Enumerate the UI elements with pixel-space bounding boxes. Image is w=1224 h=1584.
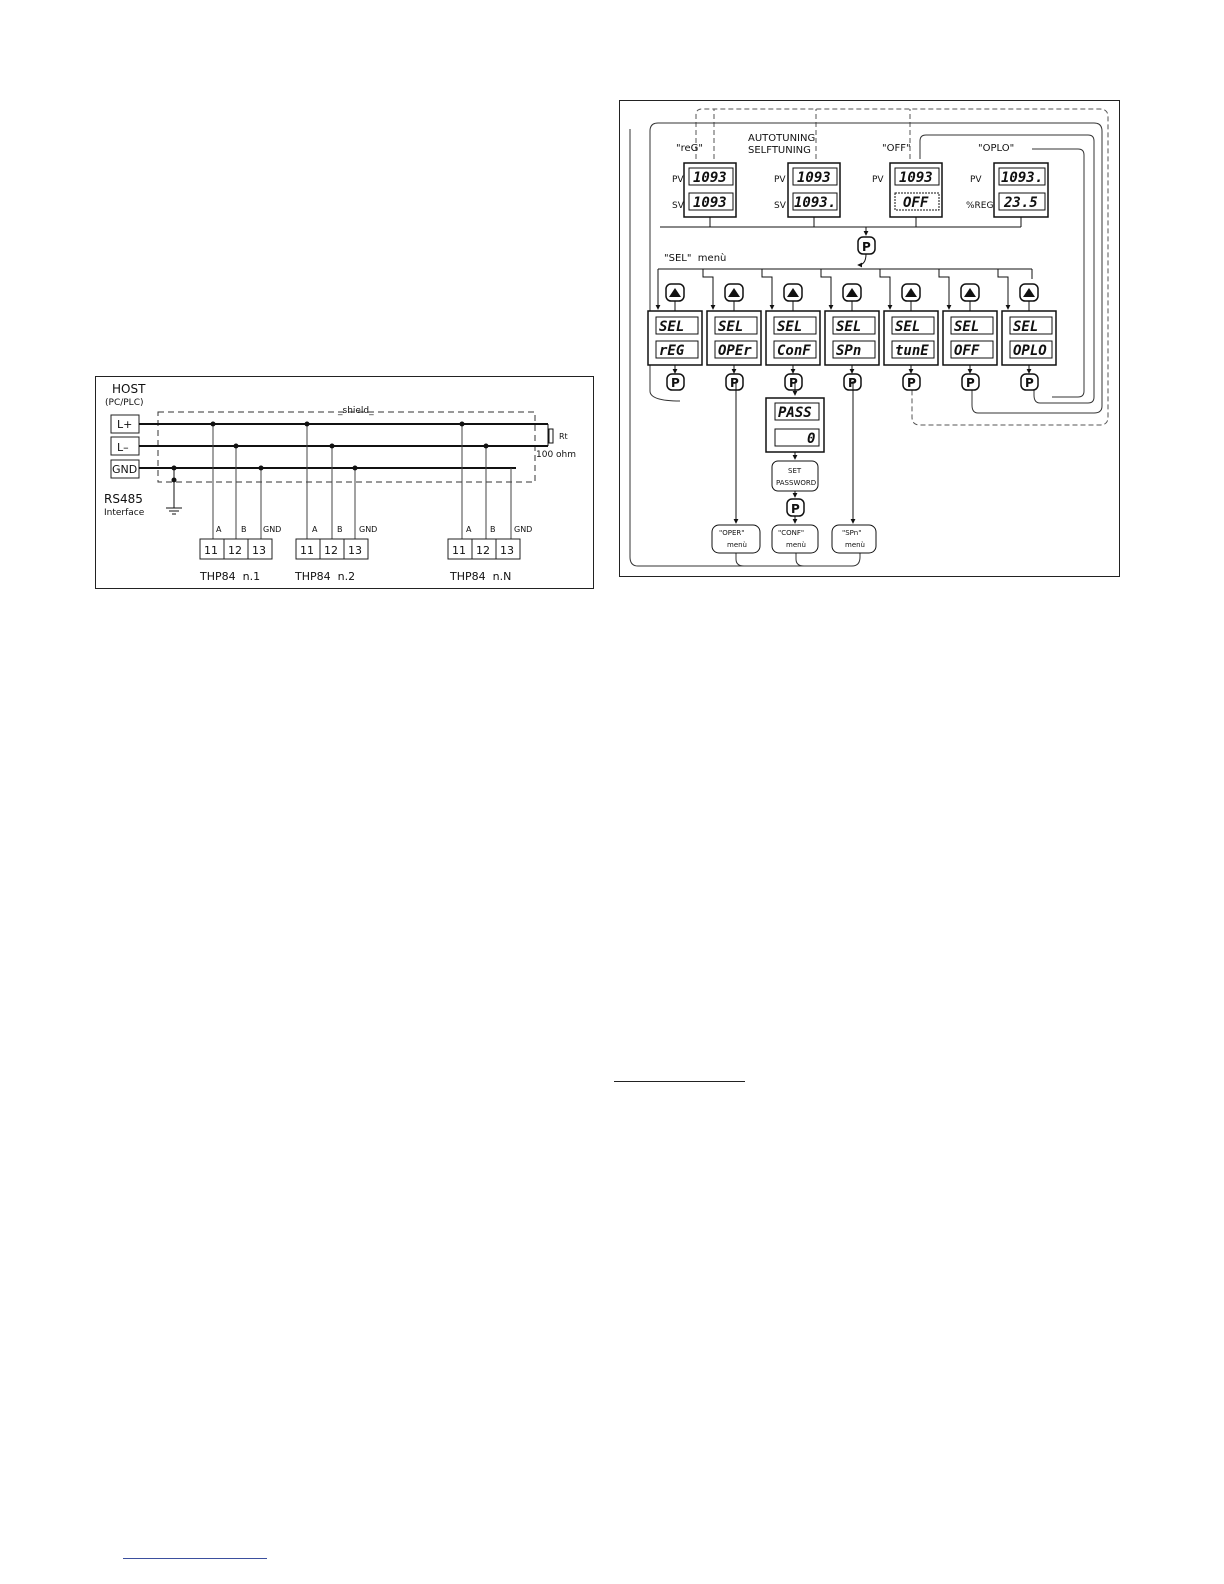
interface-sub-label: Interface bbox=[104, 508, 145, 518]
line-label-lminus: L– bbox=[117, 441, 129, 454]
p-key-label: P bbox=[1025, 376, 1034, 390]
sel-menu-items bbox=[648, 269, 1056, 390]
terminal-12: 12 bbox=[228, 544, 242, 557]
junction-dot bbox=[484, 444, 489, 449]
sel-item-top: SEL bbox=[954, 319, 980, 335]
mode-display-off bbox=[872, 163, 942, 217]
connector bbox=[821, 269, 831, 309]
up-arrow-key[interactable] bbox=[902, 284, 920, 301]
submenu-spn-line2: menù bbox=[845, 541, 865, 549]
sv-label: %REG bbox=[966, 201, 994, 211]
mode-display-autotuning bbox=[774, 163, 840, 217]
pv-label: PV bbox=[774, 175, 786, 185]
mode-label-reg: "reG" bbox=[676, 143, 703, 154]
pv-label: PV bbox=[872, 175, 884, 185]
resistor-symbol bbox=[549, 429, 553, 443]
p-key-main[interactable] bbox=[858, 237, 875, 254]
terminal-12: 12 bbox=[324, 544, 338, 557]
pin-label-gnd: GND bbox=[514, 525, 533, 534]
line-label-lplus: L+ bbox=[117, 418, 133, 431]
p-key-label: P bbox=[789, 376, 798, 390]
sel-item-bottom: SPn bbox=[836, 343, 862, 359]
return-loop-dashed bbox=[696, 109, 1108, 425]
up-arrow-key[interactable] bbox=[843, 284, 861, 301]
sel-item-oper bbox=[703, 269, 761, 390]
terminal-12: 12 bbox=[476, 544, 490, 557]
sel-item-top: SEL bbox=[659, 319, 685, 335]
sel-item-top: SEL bbox=[718, 319, 744, 335]
device-label: THP84 n.N bbox=[450, 570, 512, 583]
sel-item-oplo bbox=[998, 269, 1056, 390]
sel-item-bottom: OPEr bbox=[718, 343, 752, 359]
rs485-wiring-svg bbox=[96, 377, 593, 588]
sel-item-conf bbox=[762, 269, 820, 390]
p-key[interactable] bbox=[1021, 374, 1038, 390]
sv-value: 23.5 bbox=[1004, 195, 1038, 211]
separator-rule bbox=[123, 1558, 267, 1559]
sel-item-bottom: OPLO bbox=[1013, 343, 1047, 359]
sel-item-spn bbox=[821, 269, 879, 390]
pv-value: 1093 bbox=[693, 170, 727, 186]
up-arrow-key[interactable] bbox=[725, 284, 743, 301]
sv-value: OFF bbox=[903, 195, 929, 211]
submenu-oper[interactable] bbox=[712, 525, 760, 553]
submenu-conf-line2: menù bbox=[786, 541, 806, 549]
sel-item-bottom: OFF bbox=[954, 343, 980, 359]
pin-label-gnd: GND bbox=[263, 525, 282, 534]
up-arrow-key[interactable] bbox=[961, 284, 979, 301]
up-arrow-key[interactable] bbox=[1020, 284, 1038, 301]
interface-label: RS485 bbox=[104, 492, 143, 506]
sel-item-bottom: tunE bbox=[895, 343, 929, 359]
sv-value: 1093. bbox=[794, 195, 837, 211]
submenu-oper-line2: menù bbox=[727, 541, 747, 549]
pv-value: 1093 bbox=[899, 170, 933, 186]
sel-item-bottom: rEG bbox=[659, 343, 685, 359]
line-label-gnd: GND bbox=[112, 463, 138, 476]
p-key[interactable] bbox=[903, 374, 920, 390]
p-key-label: P bbox=[907, 376, 916, 390]
mode-label-autotuning: AUTOTUNING bbox=[748, 133, 816, 144]
password-display bbox=[766, 398, 824, 452]
pin-label-b: B bbox=[337, 525, 343, 534]
terminal-11: 11 bbox=[204, 544, 218, 557]
p-key-label: P bbox=[848, 376, 857, 390]
mode-label-off: "OFF" bbox=[882, 143, 911, 154]
connector bbox=[762, 269, 772, 309]
pin-label-gnd: GND bbox=[359, 525, 378, 534]
sel-item-bottom: ConF bbox=[777, 343, 811, 359]
submenu-spn-line1: "SPn" bbox=[842, 529, 862, 537]
submenu-conf-line1: "CONF" bbox=[778, 529, 805, 537]
shield-label: _shield_ bbox=[338, 406, 374, 416]
p-key[interactable] bbox=[785, 374, 802, 390]
connector bbox=[880, 269, 890, 309]
pin-label-b: B bbox=[241, 525, 247, 534]
resistor-value: 100 ohm bbox=[536, 450, 577, 460]
sv-label: SV bbox=[672, 201, 684, 211]
connector bbox=[939, 269, 949, 309]
sel-item-top: SEL bbox=[836, 319, 862, 335]
junction-dot bbox=[330, 444, 335, 449]
pin-label-a: A bbox=[466, 525, 472, 534]
p-key-label: P bbox=[862, 240, 871, 254]
set-password-step bbox=[772, 461, 818, 491]
pv-value: 1093. bbox=[1001, 170, 1044, 186]
p-key[interactable] bbox=[962, 374, 979, 390]
sv-value: 1093 bbox=[693, 195, 727, 211]
password-value: 0 bbox=[807, 431, 816, 447]
junction-dot bbox=[305, 422, 310, 427]
junction-dot bbox=[460, 422, 465, 427]
p-key-label: P bbox=[730, 376, 739, 390]
sel-item-off bbox=[939, 269, 997, 390]
resistor-label: Rt bbox=[559, 432, 568, 441]
submenu-spn[interactable] bbox=[832, 525, 876, 553]
connector bbox=[998, 269, 1008, 309]
sel-item-top: SEL bbox=[777, 319, 803, 335]
pin-label-a: A bbox=[312, 525, 318, 534]
pv-label: PV bbox=[970, 175, 982, 185]
sel-item-reg bbox=[648, 284, 702, 390]
p-key-label: P bbox=[671, 376, 680, 390]
mode-display-oplo bbox=[966, 163, 1048, 217]
junction-dot bbox=[234, 444, 239, 449]
terminal-11: 11 bbox=[452, 544, 466, 557]
menu-flow-svg bbox=[620, 101, 1119, 576]
menu-navigation-diagram bbox=[619, 100, 1120, 577]
pin-label-b: B bbox=[490, 525, 496, 534]
p-key-password[interactable] bbox=[787, 499, 804, 516]
p-key-label: P bbox=[791, 502, 800, 516]
password-title: PASS bbox=[778, 405, 812, 421]
connector bbox=[703, 269, 713, 309]
submenu-oper-line1: "OPER" bbox=[719, 529, 745, 537]
pv-label: PV bbox=[672, 175, 684, 185]
device-label: THP84 n.1 bbox=[200, 570, 261, 583]
sel-item-tune bbox=[880, 269, 938, 390]
set-password-line1: SET bbox=[788, 467, 802, 475]
host-label: HOST bbox=[112, 382, 146, 396]
terminal-13: 13 bbox=[348, 544, 362, 557]
terminal-13: 13 bbox=[252, 544, 266, 557]
mode-display-reg bbox=[672, 163, 736, 217]
junction-dot bbox=[353, 466, 358, 471]
sel-menu-label: "SEL" menù bbox=[664, 253, 727, 264]
pv-value: 1093 bbox=[797, 170, 831, 186]
up-arrow-key[interactable] bbox=[784, 284, 802, 301]
sv-label: SV bbox=[774, 201, 786, 211]
terminal-11: 11 bbox=[300, 544, 314, 557]
rs485-wiring-diagram bbox=[95, 376, 594, 589]
device-label: THP84 n.2 bbox=[295, 570, 356, 583]
up-arrow-key[interactable] bbox=[666, 284, 684, 301]
host-sub-label: (PC/PLC) bbox=[105, 398, 144, 408]
junction-dot bbox=[211, 422, 216, 427]
pin-label-a: A bbox=[216, 525, 222, 534]
sel-item-top: SEL bbox=[1013, 319, 1039, 335]
terminal-13: 13 bbox=[500, 544, 514, 557]
p-key[interactable] bbox=[667, 374, 684, 390]
sel-item-top: SEL bbox=[895, 319, 921, 335]
set-password-line2: PASSWORD bbox=[776, 479, 817, 487]
junction-dot bbox=[259, 466, 264, 471]
mode-label-oplo: "OPLO" bbox=[978, 143, 1015, 154]
p-key[interactable] bbox=[726, 374, 743, 390]
connector bbox=[858, 254, 866, 265]
p-key-label: P bbox=[966, 376, 975, 390]
separator-rule bbox=[614, 1081, 745, 1082]
mode-label-selftuning: SELFTUNING bbox=[748, 145, 811, 156]
submenu-conf[interactable] bbox=[772, 525, 818, 553]
